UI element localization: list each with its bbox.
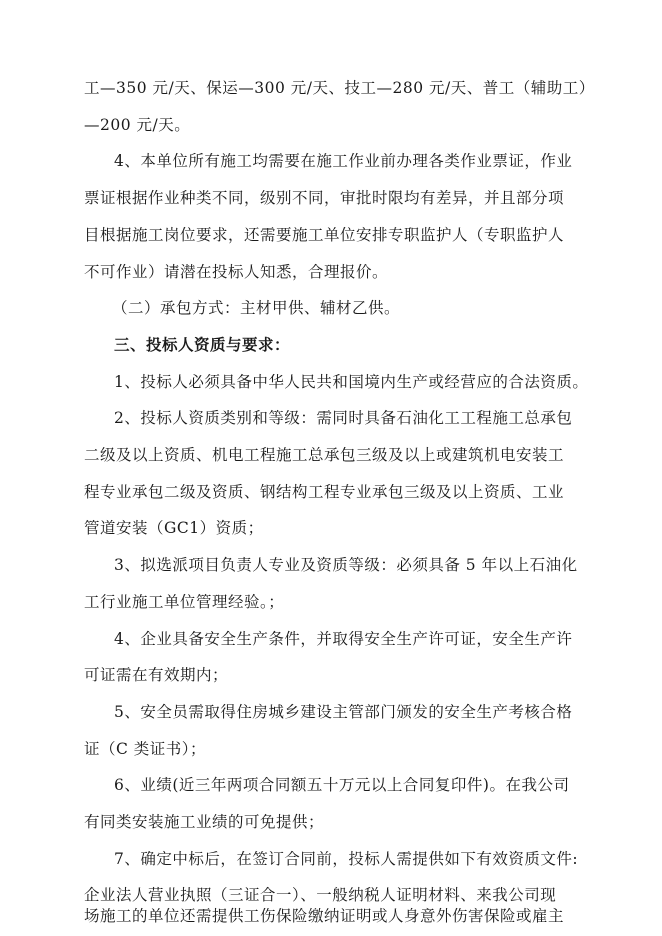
text-line: 票证根据作业种类不同，级别不同，审批时限均有差异，并且部分项: [84, 189, 565, 207]
requirement-3-line: 3、拟选派项目负责人专业及资质等级：必须具备 5 年以上石油化: [114, 556, 578, 574]
text-line: 工行业施工单位管理经验。；: [84, 593, 285, 611]
requirement-4-line: 4、企业具备安全生产条件，并取得安全生产许可证，安全生产许: [114, 630, 573, 648]
text-line: 管道安装（GC1）资质；: [84, 519, 264, 537]
requirement-2-line: 2、投标人资质类别和等级：需同时具备石油化工工程施工总承包: [114, 409, 573, 427]
text-line: 证（C 类证书）；: [84, 740, 207, 758]
requirement-6-line: 6、业绩(近三年两项合同额五十万元以上合同复印件)。在我公司: [114, 776, 570, 794]
paragraph-4-line: 4、本单位所有施工均需要在施工作业前办理各类作业票证，作业: [114, 152, 573, 170]
text-line: 工—350 元/天、保运—300 元/天、技工—280 元/天、普工（辅助工）: [84, 79, 595, 97]
text-line: 目根据施工岗位要求，还需要施工单位安排专职监护人（专职监护人: [84, 226, 565, 244]
contract-method-line: （二）承包方式：主材甲供、辅材乙供。: [112, 299, 401, 317]
text-line: 程专业承包二级及资质、钢结构工程专业承包三级及以上资质、工业: [84, 483, 565, 501]
text-line: —200 元/天。: [84, 116, 191, 134]
text-line: 有同类安装施工业绩的可免提供；: [84, 813, 325, 831]
requirement-5-line: 5、安全员需取得住房城乡建设主管部门颁发的安全生产考核合格: [114, 703, 573, 721]
text-line: 企业法人营业执照（三证合一）、一般纳税人证明材料、来我公司现: [84, 886, 557, 904]
requirement-1-line: 1、投标人必须具备中华人民共和国境内生产或经营应的合法资质。: [114, 373, 589, 391]
text-line: 可证需在有效期内；: [84, 666, 229, 684]
text-line: 不可作业）请潜在投标人知悉，合理报价。: [84, 263, 389, 281]
text-line: 二级及以上资质、机电工程施工总承包三级及以上或建筑机电安装工: [84, 446, 565, 464]
requirement-7-line: 7、确定中标后，在签订合同前，投标人需提供如下有效资质文件:: [114, 850, 579, 868]
section-heading: 三、投标人资质与要求：: [114, 335, 291, 354]
text-line: 场施工的单位还需提供工伤保险缴纳证明或人身意外伤害保险或雇主: [84, 907, 565, 925]
